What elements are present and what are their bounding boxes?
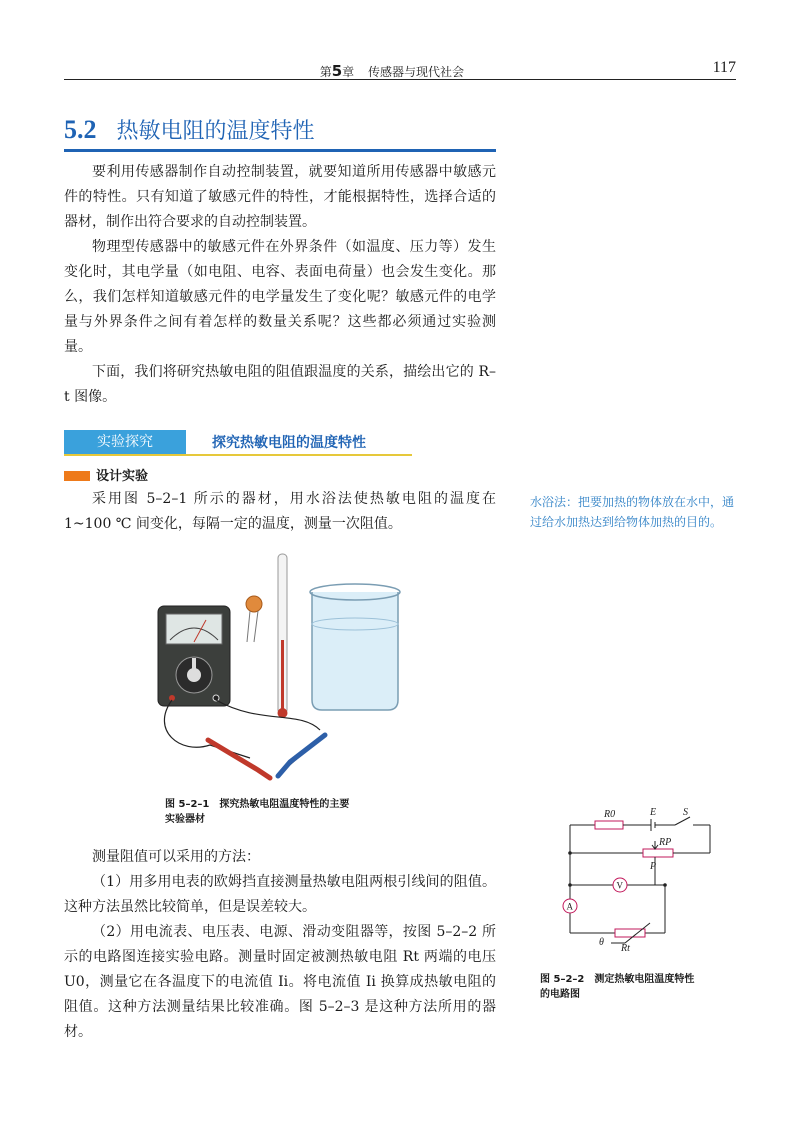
junction-dot bbox=[568, 883, 572, 887]
header-chapter bbox=[320, 62, 464, 80]
chapter-title: 传感器与现代社会 bbox=[367, 65, 464, 79]
blue-probe bbox=[278, 735, 325, 776]
page-number: 117 bbox=[712, 59, 736, 76]
beaker-image bbox=[310, 584, 400, 710]
methods-text bbox=[64, 845, 496, 1045]
methods-intro: 测量阻值可以采用的方法： bbox=[92, 849, 260, 865]
red-probe bbox=[208, 740, 270, 778]
label-theta: θ bbox=[599, 937, 604, 948]
figure-5-2-1-caption-line1: 图 5–2–1 探究热敏电阻温度特性的主要 bbox=[165, 799, 350, 810]
subhead-marker bbox=[64, 471, 90, 481]
label-p: P bbox=[650, 861, 657, 872]
label-s: S bbox=[683, 807, 688, 818]
figure-5-2-1-caption bbox=[165, 797, 405, 827]
rp-rheostat bbox=[643, 849, 673, 857]
experiment-title: 探究热敏电阻的温度特性 bbox=[212, 435, 366, 451]
experiment-text bbox=[64, 487, 496, 537]
section-heading bbox=[64, 114, 315, 145]
multimeter-image bbox=[158, 606, 230, 706]
chapter-number: 5 bbox=[331, 62, 343, 80]
intro-text bbox=[64, 160, 496, 410]
figure-5-2-1-illustration bbox=[150, 550, 420, 785]
figure-5-2-2-circuit bbox=[555, 805, 725, 955]
label-rt: Rt bbox=[621, 943, 630, 954]
method-1: （1）用多用电表的欧姆挡直接测量热敏电阻两根引线间的阻值。这种方法虽然比较简单，但是误差较大。 bbox=[64, 874, 496, 915]
running-header bbox=[64, 59, 736, 80]
label-a: A bbox=[566, 901, 573, 912]
title-rule bbox=[64, 149, 496, 152]
chapter-prefix: 第 bbox=[319, 65, 332, 79]
figure-5-2-1-caption-line2: 实验器材 bbox=[165, 814, 205, 825]
junction-dot bbox=[663, 883, 667, 887]
subhead-label: 设计实验 bbox=[96, 469, 149, 484]
label-e: E bbox=[650, 807, 657, 818]
design-subhead bbox=[64, 465, 148, 484]
figure-5-2-2-caption-line2: 的电路图 bbox=[540, 989, 580, 1000]
label-v: V bbox=[616, 880, 623, 891]
label-rp: RP bbox=[659, 837, 672, 848]
switch-s bbox=[675, 817, 690, 825]
margin-note: 水浴法：把要加热的物体放在水中，通过给水加热达到给物体加热的目的。 bbox=[530, 495, 735, 529]
thermometer-image bbox=[278, 554, 288, 718]
r0-resistor bbox=[595, 821, 623, 829]
figure-5-2-2-caption bbox=[540, 972, 745, 1002]
section-title: 热敏电阻的温度特性 bbox=[116, 119, 315, 144]
red-lead-wire bbox=[164, 700, 250, 758]
junction-dot bbox=[568, 851, 572, 855]
intro-paragraph-2: 物理型传感器中的敏感元件在外界条件（如温度、压力等）发生变化时，其电学量（如电阻、电容、表面电荷量）也会发生变化。那么，我们怎样知道敏感元件的电学量发生了变化呢？敏感元件的电学量与外界条件之间有着怎样的数量关系呢？这些都必须通过实验测量。 bbox=[64, 239, 496, 355]
experiment-paragraph: 采用图 5–2–1 所示的器材，用水浴法使热敏电阻的温度在 1~100 ℃ 间变化，每隔一定的温度，测量一次阻值。 bbox=[64, 491, 496, 532]
experiment-banner bbox=[64, 430, 412, 456]
black-lead-wire bbox=[216, 700, 320, 730]
thermistor-image bbox=[246, 596, 262, 642]
chapter-suffix: 章 bbox=[342, 65, 355, 79]
section-number: 5.2 bbox=[64, 115, 97, 144]
figure-5-2-2-caption-line1: 图 5–2–2 测定热敏电阻温度特性 bbox=[540, 974, 695, 985]
experiment-tag: 实验探究 bbox=[64, 430, 186, 454]
intro-paragraph-3: 下面，我们将研究热敏电阻的阻值跟温度的关系，描绘出它的 R–t 图像。 bbox=[64, 364, 496, 405]
intro-paragraph-1: 要利用传感器制作自动控制装置，就要知道所用传感器中敏感元件的特性。只有知道了敏感元件的特性，才能根据特性，选择合适的器材，制作出符合要求的自动控制装置。 bbox=[64, 164, 496, 230]
label-r0: R0 bbox=[604, 809, 616, 820]
method-2: （2）用电流表、电压表、电源、滑动变阻器等，按图 5–2–2 所示的电路图连接实验电路。测量时固定被测热敏电阻 Rt 两端的电压 U0，测量它在各温度下的电流值 Ii。将电流值 Ii 换算成热敏电阻的阻值。这种方法测量结果比较准确。图 5–2–3 是这种方法所用的器材。 bbox=[64, 924, 496, 1040]
